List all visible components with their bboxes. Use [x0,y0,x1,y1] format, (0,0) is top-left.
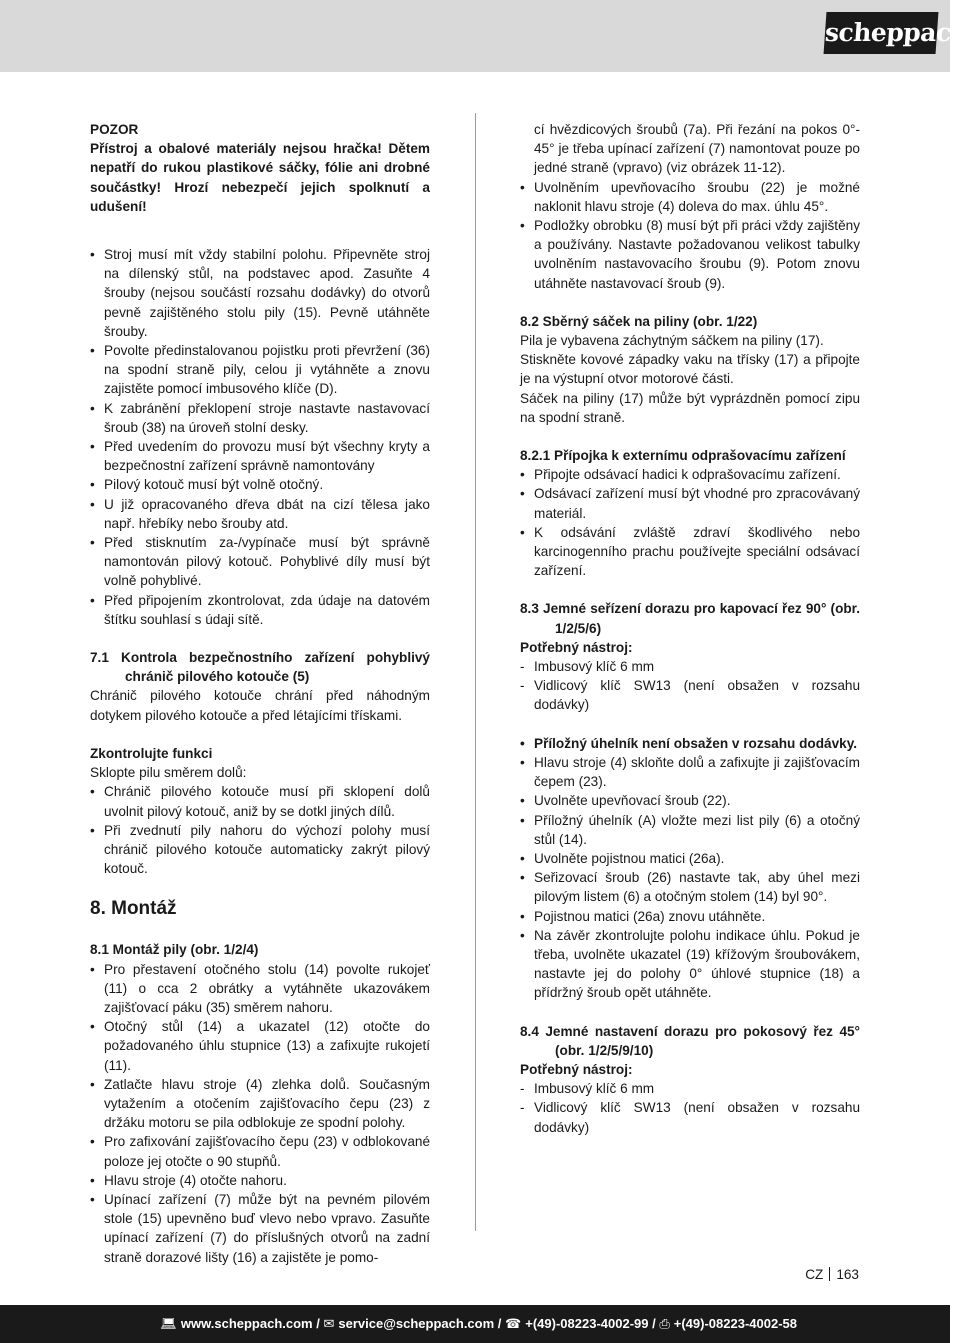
section-8-title: 8. Montáž [90,898,177,920]
tools-label: Potřebný nástroj: [520,1061,633,1077]
check-function-title: Zkontrolujte funkci [90,745,213,761]
list-item: • Povolte předinstalovanou pojistku proti převržení (36) na spodní straně pily, celou ji vytáhněte a znovu zajistěte pomocí imbusového klíče (D). [90,341,430,399]
page-number-value: 163 [836,1267,859,1282]
section-7-1-title: 7.1 Kontrola bezpečnostního zařízení pohyblivý chránič pilového kotouče (5) [90,650,430,685]
footer-separator: / [316,1316,320,1331]
list-item: • K odsávání zvláště zdraví škodlivého nebo karcinogenního prachu používejte speciální odsávací zařízení. [520,523,860,581]
tools-label: Potřebný nástroj: [520,639,633,655]
footer-separator: / [652,1316,656,1331]
continued-text: cí hvězdicových šroubů (7a). Při řezání na pokos 0°- 45° je třeba upínací zařízení (7) namontovat pouze po jedné straně (vpravo) (viz obrázek 11-12). [534,122,860,176]
list-item: • Uvolněte pojistnou matici (26a). [520,849,860,868]
list-item: • Pro zafixování zajišťovacího čepu (23) v odblokované poloze jej otočte o 90 stupňů. [90,1132,430,1170]
section-8-2-title: 8.2 Sběrný sáček na piliny (obr. 1/22) [520,313,758,329]
list-item: - Vidlicový klíč SW13 (není obsažen v rozsahu dodávky) [520,1098,860,1136]
envelope-icon: ✉︎ [323,1316,335,1331]
fax-icon: ⎙ [659,1316,670,1331]
calibration-list [520,753,860,1003]
list-item: • Otočný stůl (14) a ukazatel (12) otočte do požadovaného úhlu stupnice (13) a zafixujte rukojetí (11). [90,1017,430,1075]
header-bar [0,0,970,72]
list-item: • Zatlačte hlavu stroje (4) zlehka dolů. Současným vytažením a otočením zajišťovacího čepu (23) z držáku motoru se pila odblokuje ze spodní polohy. [90,1075,430,1133]
safety-list [90,245,430,629]
list-item: • Pro přestavení otočného stolu (14) povolte rukojeť (11) o cca 2 obrátky a vytáhněte ukazovákem zajišťovací páku (35) směrem nahoru. [90,960,430,1018]
assembly-list [90,960,430,1267]
list-item: • Upínací zařízení (7) může být na pevném pilovém stole (15) upevněno buď vlevo nebo vpravo. Zasuňte upínací zařízení (7) do příslušných otvorů na zadní straně dorazové lišty (16) a zajistěte je pomo- [90,1190,430,1267]
list-item: • Hlavu stroje (4) otočte nahoru. [90,1171,430,1190]
section-8-2-text-3: Sáček na piliny (17) může být vyprázdněn pomocí zipu na spodní straně. [520,390,860,425]
scheppach-logo: scheppach [824,12,939,54]
list-item: • Příložný úhelník (A) vložte mezi list pily (6) a otočný stůl (14). [520,811,860,849]
page-number [805,1265,859,1284]
list-item: • Uvolněte upevňovací šroub (22). [520,791,860,810]
footer-website[interactable]: www.scheppach.com [180,1316,313,1331]
computer-icon: 💻︎ [160,1316,177,1331]
list-item: • Při zvednutí pily nahoru do výchozí polohy musí chránič pilového kotouče automaticky zakrýt pilový kotouč. [90,821,430,879]
footer-fax: +(49)-08223-4002-58 [673,1316,797,1331]
warning-text: Přístroj a obalové materiály nejsou hračka! Dětem nepatří do rukou plastikové sáčky, fólie ani drobné součástky! Hrozí nebezpečí jejich spolknutí a udušení! [90,141,430,214]
check-function-text: Sklopte pilu směrem dolů: [90,765,247,781]
square-note-list [520,734,860,753]
list-item: • Hlavu stroje (4) skloňte dolů a zafixujte ji zajišťovacím čepem (23). [520,753,860,791]
tools-list-8-3 [520,657,860,715]
list-item: • Odsávací zařízení musí být vhodné pro zpracovávaný materiál. [520,484,860,522]
list-item: • Chránič pilového kotouče musí při sklopení dolů uvolnit pilový kotouč, aniž by se dotkl jiných dílů. [90,782,430,820]
section-8-3-title: 8.3 Jemné seřízení dorazu pro kapovací řez 90° (obr. 1/2/5/6) [520,601,860,636]
list-item: • U již opracovaného dřeva dbát na cizí tělesa jako např. hřebíky nebo šrouby atd. [90,495,430,533]
section-8-4-title: 8.4 Jemné nastavení dorazu pro pokosový řez 45° (obr. 1/2/5/9/10) [520,1023,860,1058]
list-item: - Imbusový klíč 6 mm [520,657,860,676]
list-item: • Pojistnou matici (26a) znovu utáhněte. [520,907,860,926]
list-item: • Před stisknutím za-/vypínače musí být správně namontován pilový kotouč. Pohyblivé díly musí být volně pohyblivé. [90,533,430,591]
list-item: • Uvolněním upevňovacího šroubu (22) je možné naklonit hlavu stroje (4) doleva do max. úhlu 45°. [520,178,860,216]
footer-phone[interactable]: +(49)-08223-4002-99 [525,1316,649,1331]
list-item: • Před uvedením do provozu musí být všechny kryty a bezpečnostní zařízení správně namontovány [90,437,430,475]
square-note: • Příložný úhelník není obsažen v rozsahu dodávky. [520,734,860,753]
list-item: • Před připojením zkontrolovat, zda údaje na datovém štítku souhlasí s údaji sítě. [90,591,430,629]
footer-separator: / [497,1316,502,1331]
check-list [90,782,430,878]
tools-list-8-4 [520,1079,860,1137]
section-8-1-title: 8.1 Montáž pily (obr. 1/2/4) [90,942,259,958]
section-7-1-text: Chránič pilového kotouče chrání před náhodným dotykem pilového kotouče a před létajícími třískami. [90,688,430,723]
language-code: CZ [805,1267,824,1282]
list-item: • Seřizovací šroub (26) nastavte tak, aby úhel mezi pilovým listem (6) a otočným stolem (14) byl 90°. [520,868,860,906]
list-item: • Podložky obrobku (8) musí být při práci vždy zajištěny a používány. Nastavte požadovanou velikost tabulky uvolněním nastavovacího šroubu (9). Potom znovu utáhněte nastavovací šroub (9). [520,216,860,293]
column-divider [475,113,476,1231]
list-item: • Na závěr zkontrolujte polohu indikace úhlu. Pokud je třeba, uvolněte ukazatel (19) křížovým šroubovákem, nastavte jej do polohy 0° úhlové stupnice (18) a přídržný šroub opět utáhněte. [520,926,860,1003]
list-item: • Připojte odsávací hadici k odprašovacímu zařízení. [520,465,860,484]
footer-bar [0,1305,950,1343]
right-column [520,120,860,1137]
page-number-separator [829,1267,830,1281]
list-item: • Stroj musí mít vždy stabilní polohu. Připevněte stroj na dílenský stůl, na podstavec apod. Zasuňte 4 šrouby (nejsou součástí rozsahu dodávky) do otvorů pevně zajištěného stolu pily (15). Pevně utáhněte šrouby. [90,245,430,341]
tool-adjust-list [520,178,860,293]
section-8-2-1-title: 8.2.1 Přípojka k externímu odprašovacímu zařízení [520,448,846,464]
list-item: • K zabránění překlopení stroje nastavte nastavovací šroub (38) na úroveň stolní desky. [90,399,430,437]
warning-title: POZOR [90,122,139,137]
section-8-2-text-1: Pila je vybavena záchytným sáčkem na piliny (17). [520,333,824,349]
list-item: • Pilový kotouč musí být volně otočný. [90,475,430,494]
section-8-2-text-2: Stiskněte kovové západky vaku na třísky (17) a připojte je na výstupní otvor motorové části. [520,352,860,387]
phone-icon: ☎ [505,1316,522,1331]
left-column [90,120,430,1267]
extraction-list [520,465,860,580]
list-item: - Vidlicový klíč SW13 (není obsažen v rozsahu dodávky) [520,676,860,714]
list-item: - Imbusový klíč 6 mm [520,1079,860,1098]
footer-email[interactable]: service@scheppach.com [338,1316,495,1331]
